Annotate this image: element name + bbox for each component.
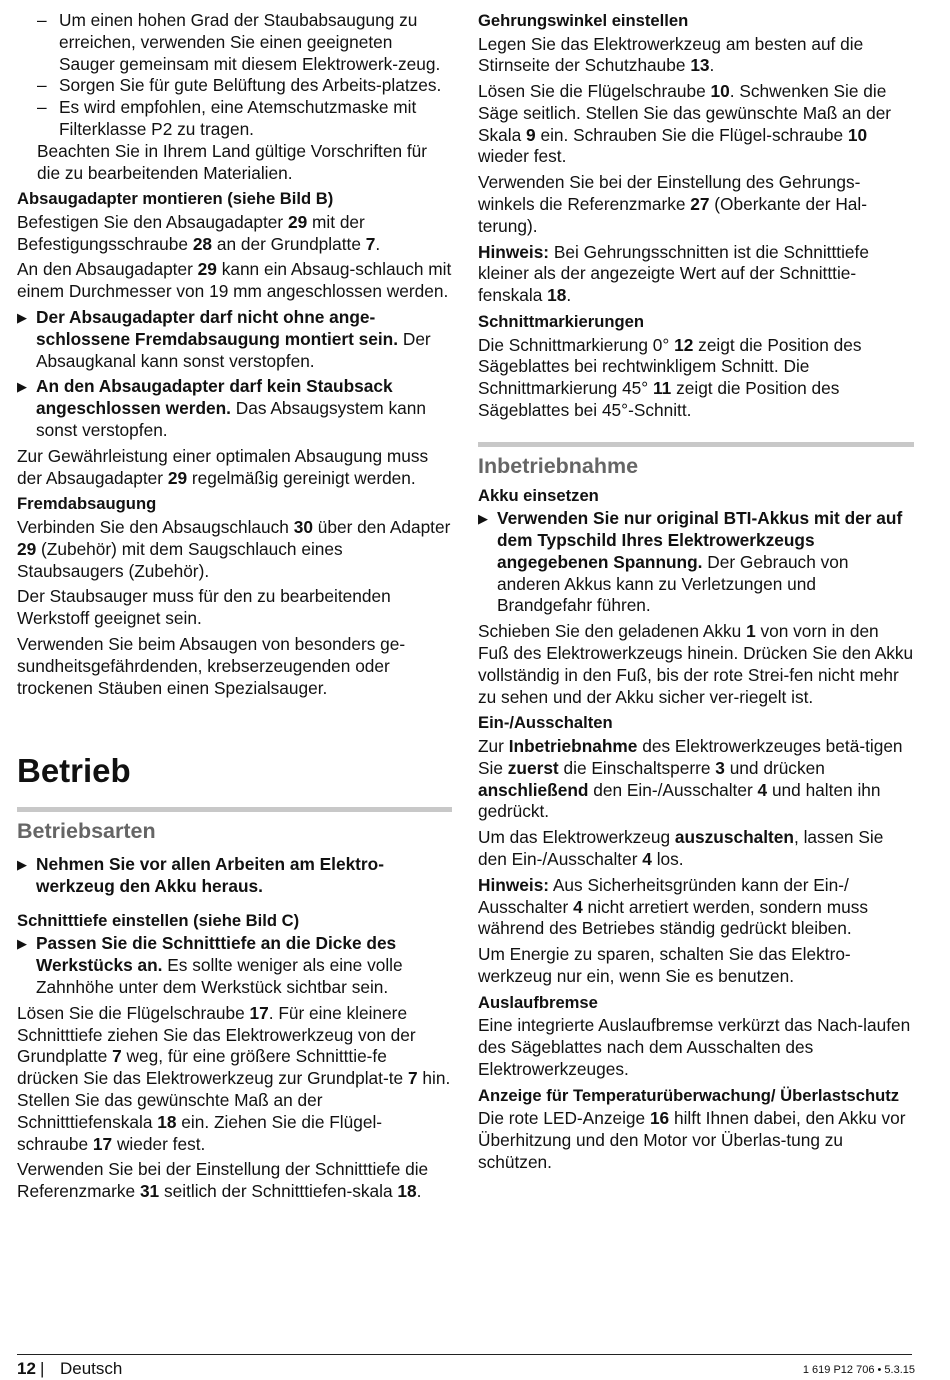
bold-reference: 10 xyxy=(847,124,868,145)
temp-paragraph: Die rote LED-Anzeige 16 hilft Ihnen dabei, den Akku vor Überhitzung und den Motor vor Überlas-tung zu schützen. xyxy=(478,1108,906,1172)
bold-reference: 13 xyxy=(690,55,710,76)
bold-reference: 17 xyxy=(249,1002,269,1023)
document-code: 1 619 P12 706 • 5.3.15 xyxy=(802,1364,915,1376)
right-column xyxy=(478,10,914,1177)
adapter-paragraph: An den Absaugadapter 29 kann ein Absaug-schlauch mit einem Durchmesser von 19 mm angeschlossen werden. xyxy=(17,259,452,302)
bold-reference: 9 xyxy=(526,124,536,145)
bold-reference: 29 xyxy=(17,538,37,559)
bold-reference: 11 xyxy=(653,378,672,399)
list-item: – Sorgen Sie für gute Belüftung des Arbeits-platzes. xyxy=(37,75,442,96)
triangle-bullet-icon: ▶ xyxy=(17,379,27,395)
section-title-bar xyxy=(478,442,914,481)
warning-item: ▶ Verwenden Sie nur original BTI-Akkus mit der auf dem Typschild Ihres Elektrowerkzeugs angegebenen Spannung. Der Gebrauch von anderen Akkus kann zu Verletzungen und Brandgefahr führen. xyxy=(478,508,903,616)
gehrung-paragraph: Verwenden Sie bei der Einstellung des Gehrungs-winkels die Referenzmarke 27 (Oberkante der Hal-terung). xyxy=(478,172,868,236)
bold-reference: anschließend xyxy=(478,779,589,800)
bold-reference: 29 xyxy=(167,467,188,488)
bold-reference: 3 xyxy=(715,757,725,778)
bold-reference: 4 xyxy=(642,848,652,869)
bold-reference: 18 xyxy=(397,1181,417,1202)
fremd-heading: Fremdabsaugung xyxy=(17,494,157,514)
bremse-paragraph: Eine integrierte Auslaufbremse verkürzt das Nach-laufen des Sägeblattes nach dem Ausschalten des Elektrowerkzeuges. xyxy=(478,1015,911,1079)
bold-reference: 16 xyxy=(649,1108,670,1129)
chapter-title: Betrieb xyxy=(17,752,131,790)
warning-item: ▶ Passen Sie die Schnitttiefe an die Dicke des Werkstücks an. Es sollte weniger als eine volle Zahnhöhe unter dem Werkstück sichtbar sein. xyxy=(17,933,403,997)
bold-reference: 28 xyxy=(192,233,213,254)
gehrung-paragraph: Legen Sie das Elektrowerkzeug am besten auf die Stirnseite der Schutzhaube 13. xyxy=(478,33,864,76)
triangle-bullet-icon: ▶ xyxy=(17,310,27,326)
bold-reference: 17 xyxy=(92,1133,113,1154)
footer-separator: | xyxy=(40,1359,45,1378)
bremse-heading: Auslaufbremse xyxy=(478,992,598,1012)
bold-reference: zuerst xyxy=(507,757,559,778)
footer-rule xyxy=(17,1354,912,1355)
gehrung-heading: Gehrungswinkel einstellen xyxy=(478,11,689,30)
section-title: Betriebsarten xyxy=(17,819,156,844)
bold-reference: Hinweis: xyxy=(478,241,550,262)
section-title-bar xyxy=(17,807,452,846)
list-item: – Es wird empfohlen, eine Atemschutzmaske mit Filterklasse P2 zu tragen. xyxy=(37,97,417,139)
schalten-paragraph: Zur Inbetriebnahme des Elektrowerkzeuges betä-tigen Sie zuerst die Einschaltsperre 3 und drücken anschließend den Ein-/Ausschalter 4 und halten ihn gedrückt. xyxy=(478,735,903,822)
adapter-paragraph: Zur Gewährleistung einer optimalen Absaugung muss der Absaugadapter 29 regelmäßig gereinigt werden. xyxy=(17,445,429,488)
fremd-paragraph: Der Staubsauger muss für den zu bearbeitenden Werkstoff geeignet sein. xyxy=(17,586,391,629)
bold-reference: Hinweis: xyxy=(478,874,550,895)
bold-reference: auszuschalten xyxy=(674,827,794,848)
akku-heading: Akku einsetzen xyxy=(478,485,599,505)
bold-reference: 7 xyxy=(365,233,376,254)
footer-language: Deutsch xyxy=(60,1359,123,1378)
intro-note: Beachten Sie in Ihrem Land gültige Vorschriften für die zu bearbeitenden Materialien. xyxy=(37,140,428,183)
akku-paragraph: Schieben Sie den geladenen Akku 1 von vorn in den Fuß des Elektrowerkzeugs hinein. Drücken Sie den Akku vollständig in den Fuß, bis der rote Strei-fen nicht mehr zu sehen und der Akku sicher ver-riegelt ist. xyxy=(478,621,914,707)
gehrung-paragraph: Lösen Sie die Flügelschraube 10. Schwenken Sie die Säge seitlich. Stellen Sie das gewünschte Maß an der Skala 9 ein. Schrauben Sie die Flügel-schraube 10 wieder fest. xyxy=(478,81,892,167)
warning-item: ▶ An den Absaugadapter darf kein Staubsack angeschlossen werden. Das Absaugsystem kann sonst verstopfen. xyxy=(17,376,426,441)
bold-reference: 31 xyxy=(139,1181,160,1202)
warning-item: ▶ Nehmen Sie vor allen Arbeiten am Elektro-werkzeug den Akku heraus. xyxy=(17,854,384,897)
warning-item: ▶ Der Absaugadapter darf nicht ohne ange-schlossene Fremdabsaugung montiert sein. Der Absaugkanal kann sonst verstopfen. xyxy=(17,307,431,371)
markierung-heading: Schnittmarkierungen xyxy=(478,312,644,332)
bold-reference: 4 xyxy=(573,896,583,917)
schalten-paragraph: Um das Elektrowerkzeug auszuschalten, lassen Sie den Ein-/Ausschalter 4 los. xyxy=(478,827,884,869)
bold-reference: 29 xyxy=(287,211,308,232)
bold-reference: 7 xyxy=(407,1068,418,1089)
left-column xyxy=(17,10,452,1207)
bold-reference: 18 xyxy=(547,285,567,306)
schalten-paragraph: Um Energie zu sparen, schalten Sie das Elektro-werkzeug nur ein, wenn Sie es benutzen. xyxy=(478,944,851,986)
page-number: 12 xyxy=(17,1359,36,1378)
bold-reference: 12 xyxy=(674,334,694,355)
bold-reference: 10 xyxy=(710,81,730,102)
triangle-bullet-icon: ▶ xyxy=(478,511,488,527)
schalten-heading: Ein-/Ausschalten xyxy=(478,713,613,733)
triangle-bullet-icon: ▶ xyxy=(17,857,27,873)
schnitttiefe-paragraph: Verwenden Sie bei der Einstellung der Schnitttiefe die Referenzmarke 31 seitlich der Schnitttiefen-skala 18. xyxy=(17,1159,429,1202)
bold-reference: 4 xyxy=(757,779,768,800)
fremd-paragraph: Verbinden Sie den Absaugschlauch 30 über den Adapter 29 (Zubehör) mit dem Saugschlauch eines Staubsaugers (Zubehör). xyxy=(17,516,451,581)
triangle-bullet-icon: ▶ xyxy=(17,936,27,952)
schnitttiefe-heading: Schnitttiefe einstellen (siehe Bild C) xyxy=(17,910,300,930)
gehrung-note: Hinweis: Bei Gehrungsschnitten ist die Schnitttiefe kleiner als der angezeigte Wert auf der Schnitttie-fenskala 18. xyxy=(478,241,869,306)
bold-reference: 1 xyxy=(746,621,756,642)
bold-reference: 27 xyxy=(690,194,710,215)
section-title: Inbetriebnahme xyxy=(478,453,639,478)
adapter-heading: Absaugadapter montieren (siehe Bild B) xyxy=(17,189,334,209)
fremd-paragraph: Verwenden Sie beim Absaugen von besonders ge-sundheitsgefährdenden, krebserzeugenden oder trockenen Stäuben einen Spezialsauger. xyxy=(17,633,406,698)
bold-reference: 7 xyxy=(112,1046,122,1067)
markierung-paragraph: Die Schnittmarkierung 0° 12 zeigt die Position des Sägeblattes bei rechtwinkligem Schnitt. Die Schnittmarkierung 45° 11 zeigt die Position des Sägeblattes bei 45°-Schnitt. xyxy=(478,334,862,420)
bold-reference: 30 xyxy=(293,516,313,537)
schalten-note: Hinweis: Aus Sicherheitsgründen kann der Ein-/ Ausschalter 4 nicht arretiert werden, sondern muss während des Betriebes ständig gedrückt bleiben. xyxy=(478,874,868,939)
schnitttiefe-paragraph: Lösen Sie die Flügelschraube 17. Für eine kleinere Schnitttiefe ziehen Sie das Elektrowerkzeug von der Grundplatte 7 weg, für eine größere Schnitttie-fe drücken Sie das Elektrowerkzeug zur Grundplat-te 7 hin. Stellen Sie das gewünschte Maß an der Schnitttiefenskala 18 ein. Ziehen Sie die Flügel-schraube 17 wieder fest. xyxy=(17,1002,451,1154)
bold-reference: Inbetriebnahme xyxy=(508,735,638,756)
temp-heading: Anzeige für Temperaturüberwachung/ Überlastschutz xyxy=(478,1085,900,1105)
adapter-paragraph: Befestigen Sie den Absaugadapter 29 mit der Befestigungsschraube 28 an der Grundplatte 7. xyxy=(17,211,381,254)
bold-reference: 18 xyxy=(157,1111,177,1132)
list-item: – Um einen hohen Grad der Staubabsaugung zu erreichen, verwenden Sie einen geeigneten Sauger gemeinsam mit diesem Elektrowerk-zeug. xyxy=(37,10,441,74)
intro-list xyxy=(17,10,452,141)
bold-reference: 29 xyxy=(197,259,217,280)
